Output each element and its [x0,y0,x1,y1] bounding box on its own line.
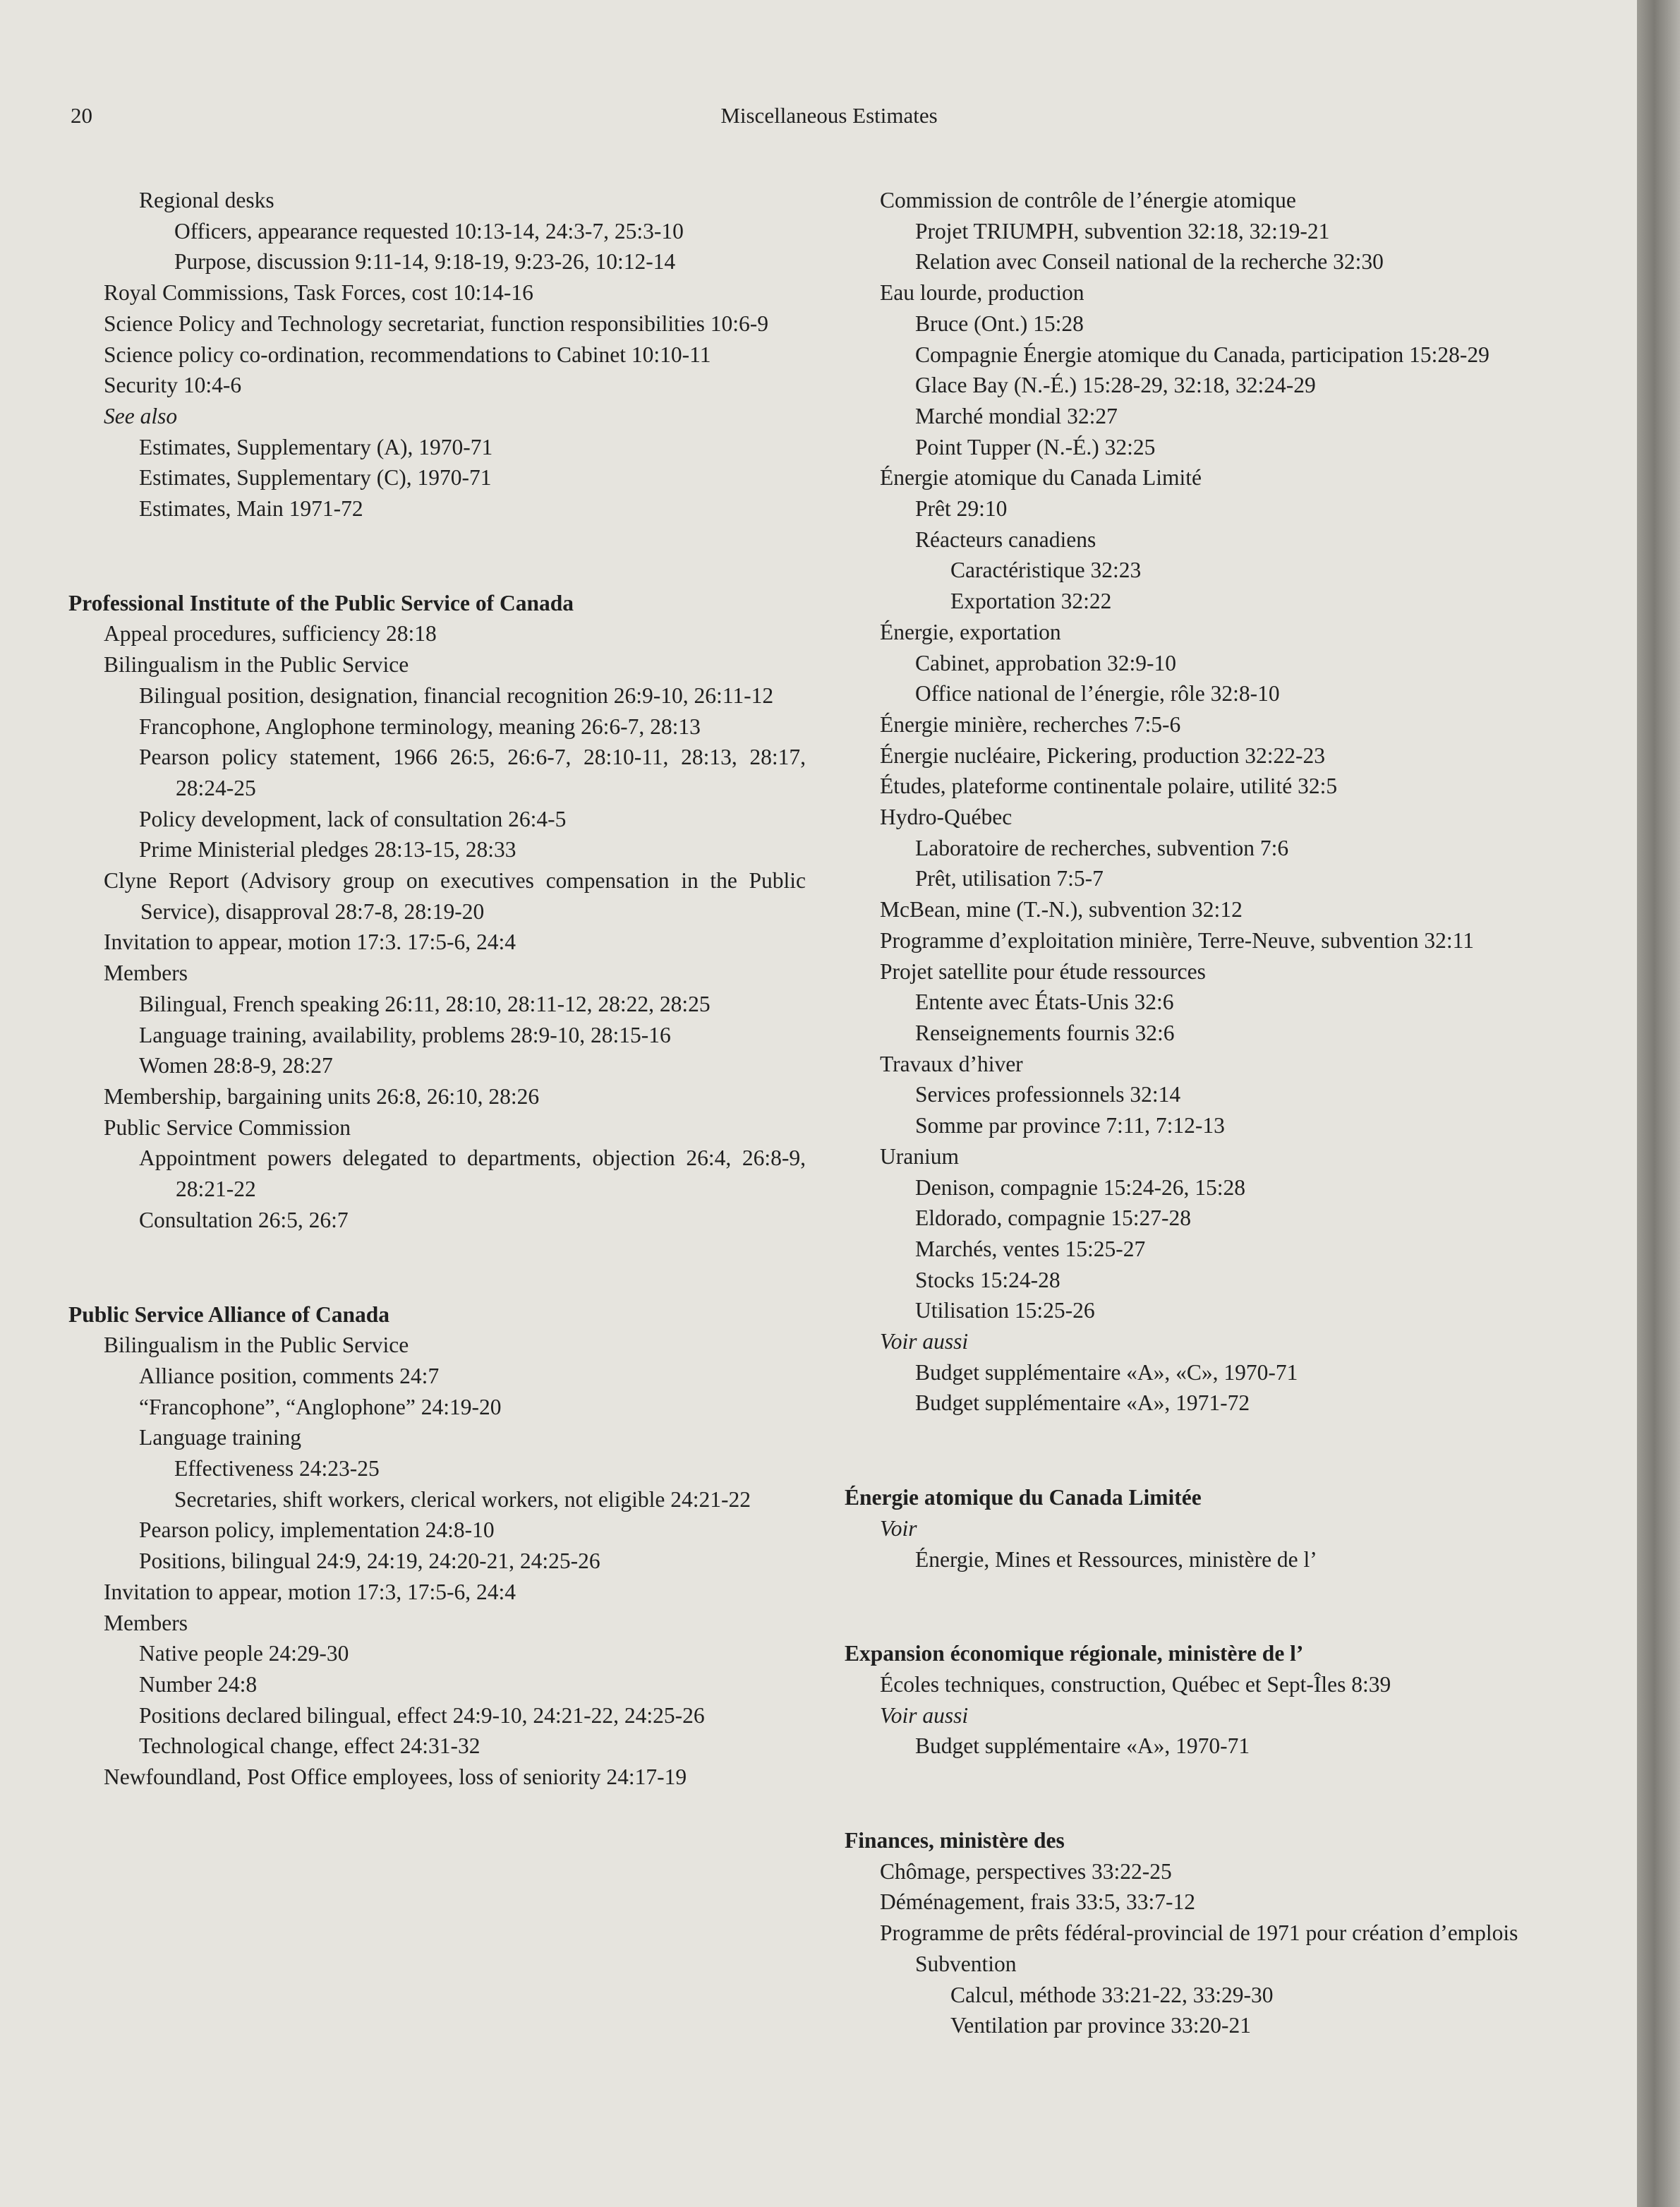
index-entry: Pearson policy statement, 1966 26:5, 26:6-7, 28:10-11, 28:13, 28:17, 28:24-25 [139,745,806,800]
index-entry: Uranium [880,1143,959,1169]
index-entry: Somme par province 7:11, 7:12-13 [915,1113,1225,1138]
index-entry: Office national de l’énergie, rôle 32:8-10 [915,681,1280,706]
index-entry: Public Service Commission [104,1114,351,1140]
section-spacer [845,1762,1582,1825]
index-heading: Énergie atomique du Canada Limitée [845,1485,1202,1510]
cross-reference-label: See also [104,403,178,428]
index-entry: Estimates, Supplementary (A), 1970-71 [139,434,493,459]
index-entry: Technological change, effect 24:31-32 [139,1733,481,1759]
index-entry: Bruce (Ont.) 15:28 [915,311,1084,336]
index-entry: Études, plateforme continentale polaire, utilité 32:5 [880,774,1338,799]
index-entry: Calcul, méthode 33:21-22, 33:29-30 [950,1982,1274,2007]
index-entry: Positions, bilingual 24:9, 24:19, 24:20-21, 24:25-26 [139,1548,600,1574]
index-entry: Secretaries, shift workers, clerical workers, not eligible 24:21-22 [174,1486,751,1512]
index-entry: Alliance position, comments 24:7 [139,1363,440,1388]
index-entry: Language training, availability, problems 28:9-10, 28:15-16 [139,1022,671,1047]
index-entry: Invitation to appear, motion 17:3. 17:5-6, 24:4 [104,930,516,955]
index-entry: Renseignements fournis 32:6 [915,1020,1175,1045]
index-entry: Estimates, Supplementary (C), 1970-71 [139,465,492,491]
index-entry: Bilingual position, designation, financial recognition 26:9-10, 26:11-12 [139,682,774,708]
index-entry: Prêt, utilisation 7:5-7 [915,866,1104,891]
index-entry: Denison, compagnie 15:24-26, 15:28 [915,1174,1246,1200]
index-entry: Programme de prêts fédéral-provincial de 1971 pour création d’emplois [880,1920,1518,1946]
index-entry: Appointment powers delegated to departments, objection 26:4, 26:8-9, 28:21-22 [139,1145,806,1202]
index-entry: Projet TRIUMPH, subvention 32:18, 32:19-21 [915,218,1330,243]
index-entry: Énergie, Mines et Ressources, ministère de l’ [915,1546,1317,1572]
index-entry: Security 10:4-6 [104,373,242,398]
index-entry: Écoles techniques, construction, Québec et Sept-Îles 8:39 [880,1671,1391,1697]
index-entry: Bilingualism in the Public Service [104,652,409,678]
index-heading: Expansion économique régionale, ministère de l’ [845,1641,1304,1666]
index-entry: Prêt 29:10 [915,496,1008,522]
index-entry: Caractéristique 32:23 [950,558,1142,583]
index-entry: Laboratoire de recherches, subvention 7:6 [915,835,1289,860]
index-entry: Programme d’exploitation minière, Terre-Neuve, subvention 32:11 [880,927,1474,953]
index-entry: Officers, appearance requested 10:13-14, 24:3-7, 25:3-10 [174,218,684,243]
page-number: 20 [71,103,92,128]
index-entry: Cabinet, approbation 32:9-10 [915,650,1177,675]
index-heading: Professional Institute of the Public Service of Canada [68,590,574,615]
index-entry: Women 28:8-9, 28:27 [139,1053,333,1078]
index-entry: Chômage, perspectives 33:22-25 [880,1858,1172,1884]
cross-reference-label: Voir [880,1515,917,1541]
index-entry: McBean, mine (T.-N.), subvention 32:12 [880,897,1243,922]
section-spacer [845,1419,1582,1482]
index-entry: Clyne Report (Advisory group on executives compensation in the Public Service), disapproval 28:7-8, 28:19-20 [104,868,806,924]
index-entry: Énergie, exportation [880,619,1061,644]
index-entry: Positions declared bilingual, effect 24:9-10, 24:21-22, 24:25-26 [139,1702,705,1728]
index-entry: Bilingual, French speaking 26:11, 28:10, 28:11-12, 28:22, 28:25 [139,991,711,1016]
running-header-title: Miscellaneous Estimates [720,103,938,128]
index-entry: Language training [139,1425,302,1450]
index-entry: Regional desks [139,188,274,212]
index-entry: Francophone, Anglophone terminology, meaning 26:6-7, 28:13 [139,714,701,739]
index-entry: Réacteurs canadiens [915,527,1096,552]
index-entry: Purpose, discussion 9:11-14, 9:18-19, 9:23-26, 10:12-14 [174,249,676,275]
index-entry: Eldorado, compagnie 15:27-28 [915,1205,1192,1231]
index-entry: Utilisation 15:25-26 [915,1298,1095,1323]
index-entry: Relation avec Conseil national de la recherche 32:30 [915,249,1384,275]
index-entry: Membership, bargaining units 26:8, 26:10, 28:26 [104,1083,540,1109]
index-entry: Projet satellite pour étude ressources [880,958,1206,984]
index-entry: Budget supplémentaire «A», 1971-72 [915,1390,1250,1416]
index-entry: “Francophone”, “Anglophone” 24:19-20 [139,1394,502,1419]
index-entry: Services professionnels 32:14 [915,1082,1181,1107]
index-entry: Compagnie Énergie atomique du Canada, participation 15:28-29 [915,342,1489,367]
index-entry: Consultation 26:5, 26:7 [139,1207,349,1232]
section-spacer [68,524,806,588]
index-entry: Entente avec États-Unis 32:6 [915,990,1174,1015]
cross-reference-label: Voir aussi [880,1702,969,1728]
index-entry: Appeal procedures, sufficiency 28:18 [104,621,437,647]
index-entry: Énergie minière, recherches 7:5-6 [880,711,1181,737]
index-entry: Glace Bay (N.-É.) 15:28-29, 32:18, 32:24-29 [915,373,1316,398]
left-column [68,185,806,1793]
index-entry: Policy development, lack of consultation 26:4-5 [139,806,567,831]
index-entry: Marché mondial 32:27 [915,403,1118,428]
section-spacer [68,1236,806,1299]
index-entry: Exportation 32:22 [950,589,1112,614]
index-entry: Travaux d’hiver [880,1051,1023,1076]
index-entry: Prime Ministerial pledges 28:13-15, 28:33 [139,837,516,862]
index-entry: Point Tupper (N.-É.) 32:25 [915,434,1156,459]
index-entry: Énergie atomique du Canada Limité [880,465,1202,491]
index-entry: Estimates, Main 1971-72 [139,496,363,522]
index-entry: Native people 24:29-30 [139,1641,349,1666]
index-entry: Stocks 15:24-28 [915,1267,1060,1292]
index-entry: Commission de contrôle de l’énergie atomique [880,188,1296,212]
index-entry: Science Policy and Technology secretariat, function responsibilities 10:6-9 [104,311,768,336]
cross-reference-label: Voir aussi [880,1329,969,1354]
index-entry: Newfoundland, Post Office employees, loss of seniority 24:17-19 [104,1764,687,1790]
index-entry: Number 24:8 [139,1671,258,1697]
index-entry: Royal Commissions, Task Forces, cost 10:14-16 [104,280,533,306]
page-edge [1637,0,1680,2207]
index-entry: Members [104,1610,188,1635]
index-entry: Science policy co-ordination, recommendations to Cabinet 10:10-11 [104,342,711,367]
index-entry: Members [104,961,188,986]
index-entry: Marchés, ventes 15:25-27 [915,1236,1146,1261]
index-entry: Budget supplémentaire «A», «C», 1970-71 [915,1359,1298,1385]
index-entry: Pearson policy, implementation 24:8-10 [139,1517,495,1543]
index-entry: Bilingualism in the Public Service [104,1333,409,1358]
index-entry: Budget supplémentaire «A», 1970-71 [915,1733,1250,1759]
right-column [845,185,1582,2041]
index-entry: Ventilation par province 33:20-21 [950,2013,1252,2038]
index-entry: Énergie nucléaire, Pickering, production 32:22-23 [880,742,1325,768]
index-entry: Déménagement, frais 33:5, 33:7-12 [880,1889,1195,1915]
index-entry: Invitation to appear, motion 17:3, 17:5-6, 24:4 [104,1579,516,1604]
index-entry: Eau lourde, production [880,280,1084,306]
index-heading: Public Service Alliance of Canada [68,1301,389,1327]
index-entry: Effectiveness 24:23-25 [174,1456,380,1481]
section-spacer [845,1575,1582,1638]
index-entry: Hydro-Québec [880,805,1013,830]
index-entry: Subvention [915,1951,1017,1976]
index-heading: Finances, ministère des [845,1828,1065,1853]
